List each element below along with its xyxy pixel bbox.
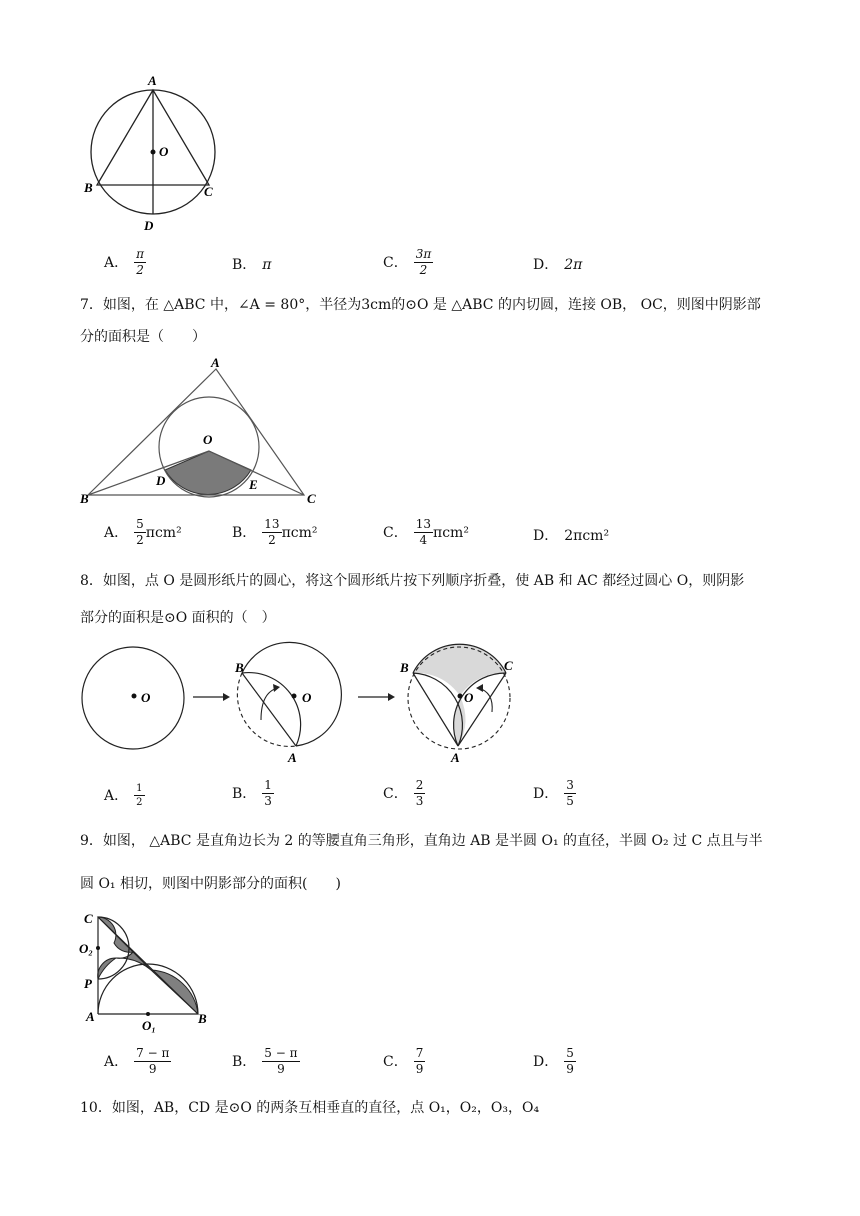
option-letter: D． — [533, 528, 559, 544]
q9-label-b: B — [198, 1011, 207, 1026]
q8-label-o-3: O — [464, 690, 474, 705]
option-letter: A． — [104, 1053, 129, 1070]
q8-option-c[interactable] — [383, 779, 425, 808]
q9-hypotenuse — [98, 917, 198, 1014]
fraction — [262, 518, 281, 547]
option-value: 2πcm² — [564, 528, 610, 544]
option-letter: A． — [104, 524, 129, 541]
numerator: 13 — [415, 517, 431, 531]
q8-chord-ab — [242, 673, 296, 746]
q8-label-b-3: B — [400, 660, 409, 675]
numerator: 7 − π — [136, 1046, 170, 1060]
fraction — [262, 1047, 299, 1076]
q9-figure — [78, 906, 218, 1036]
option-letter: C． — [383, 254, 408, 271]
q9-label-p: P — [84, 976, 92, 991]
q7-label-c: C — [307, 491, 316, 506]
fraction — [134, 518, 146, 547]
q6-label-d: D — [144, 218, 154, 233]
q8-center-dot-3 — [458, 694, 463, 699]
q7-label-e: E — [249, 477, 258, 492]
q6-label-o: O — [159, 144, 169, 159]
q8-label-o-2: O — [302, 690, 312, 705]
q9-option-d[interactable] — [533, 1047, 576, 1076]
q9-label-o2: O₂ — [79, 941, 93, 956]
option-letter: D． — [533, 257, 559, 273]
fraction — [414, 779, 426, 808]
denominator: 9 — [566, 1062, 574, 1076]
option-value: π — [262, 257, 272, 273]
q8-arrow-head-1 — [223, 693, 230, 701]
denominator: 3 — [264, 794, 272, 808]
q7-label-o: O — [203, 432, 213, 447]
option-letter: A． — [104, 787, 129, 804]
q8-stem-line1: 8．如图，点 O 是圆形纸片的圆心，将这个圆形纸片按下列顺序折叠，使 AB 和 AC 都经过圆心 O，则阴影 — [80, 573, 745, 589]
option-unit: πcm² — [281, 524, 318, 541]
numerator: 5 − π — [264, 1046, 298, 1060]
numerator: 1 — [264, 778, 272, 792]
q6-figure — [80, 70, 240, 240]
denominator: 2 — [419, 263, 428, 277]
option-letter: C． — [383, 1053, 408, 1070]
numerator: 3 — [566, 778, 574, 792]
q6-option-c[interactable] — [383, 248, 433, 277]
fraction — [134, 1047, 171, 1076]
denominator: 2 — [268, 533, 276, 547]
numerator: 3π — [415, 247, 432, 261]
q10-stem-line1: 10．如图，AB，CD 是⊙O 的两条互相垂直的直径，点 O₁，O₂，O₃，O₄ — [80, 1100, 540, 1116]
q9-dot-o1 — [146, 1012, 150, 1016]
option-unit: πcm² — [145, 524, 182, 541]
numerator: 7 — [415, 1046, 424, 1060]
q9-label-a: A — [86, 1009, 95, 1024]
q8-fold-arrow-2 — [261, 688, 278, 720]
fraction — [414, 248, 434, 277]
fraction — [262, 779, 274, 808]
denominator: 3 — [415, 794, 424, 808]
fraction — [134, 783, 144, 808]
denominator: 2 — [136, 533, 144, 547]
q7-option-b[interactable] — [232, 518, 318, 547]
q8-label-a-2: A — [288, 750, 297, 765]
denominator: 9 — [148, 1062, 157, 1076]
q7-option-c[interactable] — [383, 518, 469, 547]
numerator: 2 — [415, 778, 424, 792]
q8-shaded-top — [413, 644, 506, 696]
option-letter: D． — [533, 1053, 559, 1070]
option-letter: B． — [232, 524, 257, 541]
q7-option-d[interactable] — [533, 527, 609, 545]
q8-option-b[interactable] — [232, 779, 274, 808]
q8-option-a[interactable] — [104, 783, 145, 808]
option-letter: B． — [232, 257, 257, 273]
denominator: 9 — [277, 1062, 285, 1076]
q9-shaded-left — [98, 958, 116, 979]
q8-fold-arrow-head-2 — [273, 684, 280, 692]
q6-label-c: C — [204, 184, 213, 199]
q7-figure — [78, 355, 328, 507]
option-letter: C． — [383, 524, 408, 541]
q7-label-b: B — [80, 491, 89, 506]
q9-stem-line2: 圆 O₁ 相切，则图中阴影部分的面积( ) — [80, 876, 341, 892]
option-letter: D． — [533, 785, 559, 802]
q9-shaded-middle — [116, 952, 151, 970]
numerator: π — [136, 247, 145, 261]
numerator: 1 — [136, 783, 143, 794]
denominator: 2 — [136, 797, 143, 808]
q9-option-b[interactable] — [232, 1047, 300, 1076]
option-unit: πcm² — [433, 524, 469, 541]
q7-option-a[interactable] — [104, 518, 182, 547]
q8-paper-arc-2 — [242, 642, 341, 746]
q8-figure — [78, 640, 518, 768]
q8-center-dot-2 — [292, 694, 297, 699]
denominator: 4 — [419, 533, 428, 547]
q8-fold-arc-2 — [242, 673, 301, 746]
numerator: 5 — [136, 517, 144, 531]
q9-option-c[interactable] — [383, 1047, 425, 1076]
q9-option-a[interactable] — [104, 1047, 171, 1076]
denominator: 5 — [566, 794, 574, 808]
q6-option-d[interactable] — [533, 256, 582, 274]
q9-dot-o2 — [96, 946, 100, 950]
q8-stem-line2: 部分的面积是⊙O 面积的（ ） — [80, 610, 276, 626]
q8-folded-dashed-arc — [237, 673, 296, 746]
q6-option-a[interactable] — [104, 248, 146, 277]
fraction — [564, 779, 576, 808]
q6-center-dot — [151, 150, 156, 155]
q7-stem-line2: 分的面积是（ ） — [80, 329, 206, 345]
q8-fold-arrow-3 — [478, 688, 492, 712]
option-letter: C． — [383, 785, 408, 802]
q9-label-o1: O₁ — [142, 1018, 156, 1033]
q6-option-b[interactable] — [232, 256, 272, 274]
q8-label-c-3: C — [504, 658, 513, 673]
numerator: 5 — [566, 1046, 574, 1060]
q7-stem-line1: 7．如图，在 △ABC 中，∠A = 80°，半径为3cm的⊙O 是 △ABC 的内切圆，连接 OB， OC，则图中阴影部 — [80, 297, 761, 313]
q6-label-b: B — [84, 180, 93, 195]
q8-fold-arrow-head-3 — [476, 684, 483, 692]
fraction — [414, 518, 433, 547]
q7-label-d: D — [156, 473, 166, 488]
denominator: 2 — [136, 263, 144, 277]
q8-label-o-1: O — [141, 690, 151, 705]
q8-arrow-head-2 — [388, 693, 395, 701]
q6-label-a: A — [148, 73, 157, 88]
option-value: 2π — [564, 257, 583, 273]
option-letter: A． — [104, 254, 129, 271]
option-letter: B． — [232, 1053, 257, 1070]
fraction — [564, 1047, 576, 1076]
denominator: 9 — [415, 1062, 424, 1076]
fraction — [414, 1047, 426, 1076]
q8-option-d[interactable] — [533, 779, 576, 808]
q7-label-a: A — [211, 355, 220, 370]
q8-label-b-2: B — [235, 660, 244, 675]
q9-label-c: C — [84, 911, 93, 926]
q9-stem-line1: 9．如图， △ABC 是直角边长为 2 的等腰直角三角形，直角边 AB 是半圆 O₁ 的直径，半圆 O₂ 过 C 点且与半 — [80, 833, 763, 849]
numerator: 13 — [264, 517, 280, 531]
q8-center-dot-1 — [132, 694, 137, 699]
fraction — [134, 248, 146, 277]
q8-label-a-3: A — [451, 750, 460, 765]
option-letter: B． — [232, 785, 257, 802]
